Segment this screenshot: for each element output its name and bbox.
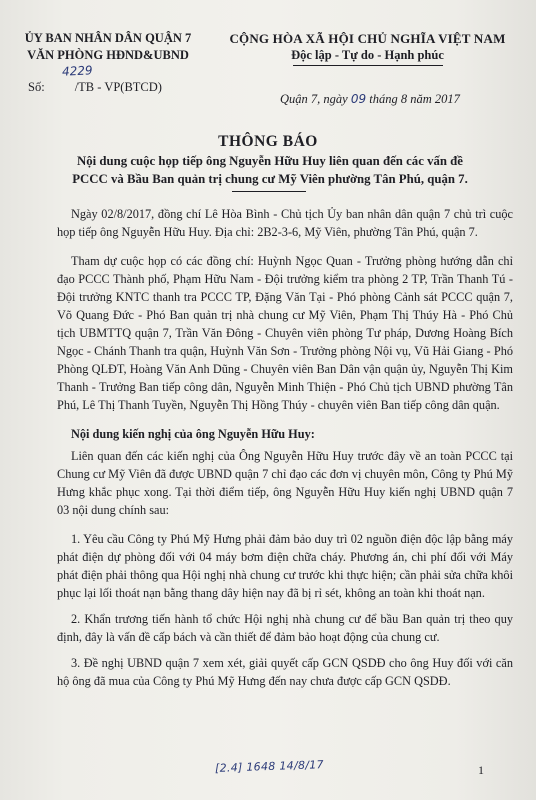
subtitle-rule — [232, 191, 306, 192]
handwritten-doc-number: 4229 — [61, 63, 93, 79]
paragraph-petition: Liên quan đến các kiến nghị của Ông Nguyễn Hữu Huy trước đây về an toàn PCCC tại Chung cư Mỹ Viên đã được UBND quận 7 chỉ đạo các đơn vị chuyên môn, Công ty Phú Mỹ Hưng khắc phục xong. Tại thời điểm tiếp, ông Nguyễn Hữu Huy kiến nghị UBND quận 7 03 nội dung chính sau: — [57, 449, 513, 517]
subtitle-line-2: PCCC và Bầu Ban quản trị chung cư Mỹ Viên phường Tân Phú, quận 7. — [72, 172, 468, 186]
date-year: năm 2017 — [410, 92, 460, 106]
doc-number-label: Số: — [28, 80, 45, 94]
document-number — [28, 80, 162, 95]
paragraph-meeting: Ngày 02/8/2017, đồng chí Lê Hòa Bình - Chủ tịch Ủy ban nhân dân quận 7 chủ trì cuộc họp tiếp ông Nguyễn Hữu Huy. Địa chỉ: 2B2-3-6, Mỹ Viên, phường Tân Phú, quận 7. — [57, 207, 513, 239]
national-header — [205, 30, 530, 66]
issuing-organization — [8, 30, 208, 64]
date-day-handwritten: 09 — [350, 92, 367, 106]
request-item-2: 2. Khẩn trương tiến hành tổ chức Hội nghị nhà chung cư để bầu Ban quản trị theo quy định, đây là vấn đề cấp bách và cần thiết để đảm bảo hoạt động của chung cư. — [57, 612, 513, 644]
request-item-3: 3. Đề nghị UBND quận 7 xem xét, giải quyết cấp GCN QSDĐ cho ông Huy đối với căn hộ ông đã mua của Công ty Phú Mỹ Hưng đến nay chưa được cấp GCN QSDĐ. — [57, 656, 513, 688]
document-subtitle — [20, 152, 520, 188]
motto-underline — [293, 65, 443, 66]
date-month: tháng 8 — [369, 92, 408, 106]
document-date — [280, 92, 460, 107]
doc-number-code: /TB - VP(BTCD) — [74, 80, 162, 94]
paragraph-attendees: Tham dự cuộc họp có các đồng chí: Huỳnh Ngọc Quan - Trưởng phòng hướng dẫn chỉ đạo PCCC Thành phố, Phạm Hữu Nam - Đội trưởng kiểm tra phòng 2 TP, Trần Thanh Tú - Đội trưởng KNTC thanh tra PCCC TP, Đặng Văn Tại - Phó phòng Cảnh sát PCCC quận 7, Võ Quang Đức - Phó Ban quản trị nhà chung cư Mỹ Viên, Phạm Thị Thúy Hà - Phó Chủ tịch UBMTTQ quận 7, Trần Văn Đông - Chuyên viên phòng Tư pháp, Dương Hoàng Bích Ngọc - Chánh Thanh tra quận, Huỳnh Văn Sơn - Trưởng phòng Nội vụ, Vũ Hải Giang - Phó Phòng QLĐT, Hoàng Văn Anh Dũng - Chuyên viên Ban Dân vận quận ủy, Nguyễn Thị Kim Thanh - Trưởng Ban tiếp công dân, Nguyễn Minh Thiện - Phó Chủ tịch UBND phường Tân Phú, Lê Thị Thanh Tuyền, Nguyễn Thị Hồng Thúy - chuyên viên Ban tiếp công dân quận. — [57, 254, 513, 412]
section-heading: Nội dung kiến nghị của ông Nguyễn Hữu Huy: — [71, 427, 315, 441]
request-item-1: 1. Yêu cầu Công ty Phú Mỹ Hưng phải đảm bảo duy trì 02 nguồn điện độc lập bằng máy phát điện dự phòng đối với 04 máy bơm điện chữa cháy. Phương án, chi phí đối với Máy phát điện phải thông qua Hội nghị nhà chung cư trước khi thực hiện; cần phải sửa chữa khôi phục lại lối thoát nạn bằng thang dây hiện nay đã bị rỉ sét, không an toàn khi thoát nạn. — [57, 532, 513, 600]
handwritten-footer-note: [2.4] 1648 14/8/17 — [214, 758, 325, 775]
org-line-1: ỦY BAN NHÂN DÂN QUẬN 7 — [24, 31, 192, 45]
subtitle-line-1: Nội dung cuộc họp tiếp ông Nguyễn Hữu Huy liên quan đến các vấn đề — [77, 154, 463, 168]
nation-name: CỘNG HÒA XÃ HỘI CHỦ NGHĨA VIỆT NAM — [229, 31, 506, 46]
national-motto: Độc lập - Tự do - Hạnh phúc — [291, 48, 444, 62]
org-line-2: VĂN PHÒNG HĐND&UBND — [27, 48, 189, 62]
document-title: THÔNG BÁO — [218, 133, 318, 150]
date-prefix: Quận 7, ngày — [280, 92, 348, 106]
page-number: 1 — [478, 763, 484, 777]
document-body — [57, 205, 513, 698]
